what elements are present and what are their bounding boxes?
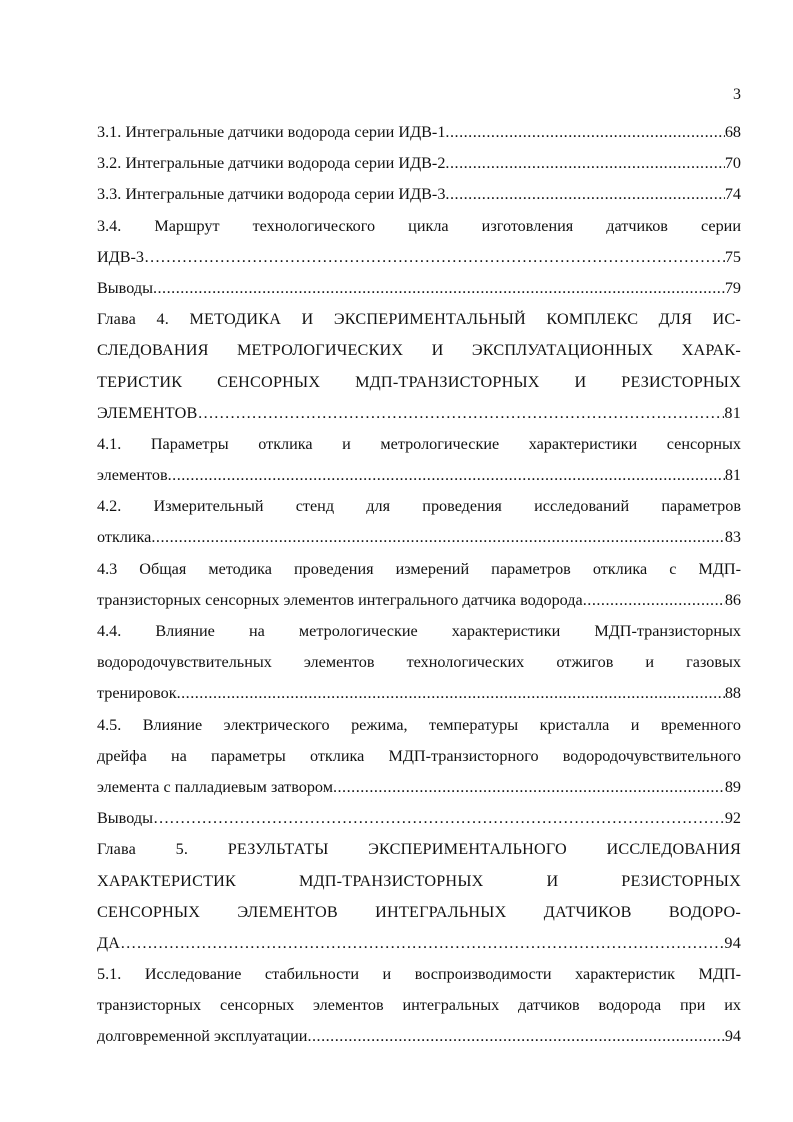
- dot-leader: [445, 179, 724, 210]
- toc-entry-conclusions-3: [97, 273, 741, 304]
- toc-entry-title: долговременной эксплуатации: [97, 1027, 308, 1046]
- toc-chapter-5-last: [97, 928, 741, 959]
- dot-leader: [153, 273, 725, 304]
- toc-entry-4-4-line1: 4.4. Влияние на метрологические характеристики МДП-транзисторных: [97, 622, 741, 640]
- toc-chapter-4-last: [97, 398, 741, 429]
- toc-chapter-4-line1: Глава 4. МЕТОДИКА И ЭКСПЕРИМЕНТАЛЬНЫЙ КОМПЛЕКС ДЛЯ ИС-: [97, 310, 741, 329]
- toc-entry-title: ЭЛЕМЕНТОВ: [97, 403, 198, 422]
- toc-entry-4-1-last: [97, 460, 741, 491]
- toc-entry-4-4-line2: водородочувствительных элементов технологических отжигов и газовых: [97, 653, 741, 672]
- toc-entry-title: транзисторных сенсорных элементов интегрального датчика водорода: [97, 590, 583, 609]
- toc-entry-title: 3.1. Интегральные датчики водорода серии ИДВ-1: [97, 123, 446, 141]
- toc-entry-title: ИДВ-3: [97, 247, 145, 266]
- dot-leader: [144, 242, 725, 273]
- dot-leader: [333, 772, 725, 803]
- toc-entry-4-2-last: [97, 522, 741, 553]
- toc-entry-4-5-line1: 4.5. Влияние электрического режима, температуры кристалла и временного: [97, 715, 741, 734]
- toc-entry-conclusions-4: [97, 803, 741, 834]
- dot-leader: [151, 522, 724, 553]
- toc-entry-4-5-last: [97, 772, 741, 803]
- toc-entry-title: отклика: [97, 528, 152, 547]
- toc-entry-3-4-last: [97, 242, 741, 273]
- toc-entry-title: 3.3. Интегральные датчики водорода серии ИДВ-3: [97, 185, 446, 204]
- dot-leader: [120, 928, 724, 959]
- dot-leader: [168, 460, 725, 491]
- toc-entry-title: элементов: [97, 466, 168, 485]
- toc-chapter-4-line3: ТЕРИСТИК СЕНСОРНЫХ МДП-ТРАНЗИСТОРНЫХ И РЕЗИСТОРНЫХ: [97, 372, 741, 391]
- toc-entry-4-5-line2: дрейфа на параметры отклика МДП-транзисторного водородочувствительного: [97, 746, 741, 765]
- toc-page-number: 86: [724, 590, 741, 609]
- toc-entry-4-4-last: [97, 678, 741, 709]
- dot-leader: [445, 117, 724, 148]
- toc-chapter-5-line2: ХАРАКТЕРИСТИК МДП-ТРАНЗИСТОРНЫХ И РЕЗИСТОРНЫХ: [97, 871, 741, 890]
- toc-entry-5-1-line1: 5.1. Исследование стабильности и воспроизводимости характеристик МДП-: [97, 965, 741, 984]
- toc-entry-3-3: [97, 179, 741, 210]
- toc-page-number: 92: [724, 809, 741, 828]
- toc-entry-title: Выводы: [97, 278, 153, 297]
- toc-entry-4-3-line1: 4.3 Общая методика проведения измерений параметров отклика с МДП-: [97, 559, 741, 578]
- dot-leader: [445, 148, 724, 179]
- toc-page-number: 74: [724, 185, 741, 204]
- toc-chapter-5-line1: Глава 5. РЕЗУЛЬТАТЫ ЭКСПЕРИМЕНТАЛЬНОГО ИССЛЕДОВАНИЯ: [97, 840, 741, 859]
- dot-leader: [307, 1021, 724, 1052]
- page-number: 3: [733, 86, 741, 103]
- toc-page-number: 88: [724, 684, 741, 703]
- toc-page-number: 68: [724, 123, 741, 141]
- toc-entry-3-4-line1: 3.4. Маршрут технологического цикла изготовления датчиков серии: [97, 216, 741, 235]
- toc-entry-title: Выводы: [97, 809, 153, 828]
- dot-leader: [583, 585, 725, 616]
- toc-entry-4-1-line1: 4.1. Параметры отклика и метрологические характеристики сенсорных: [97, 434, 741, 453]
- toc-chapter-5-line3: СЕНСОРНЫХ ЭЛЕМЕНТОВ ИНТЕГРАЛЬНЫХ ДАТЧИКОВ ВОДОРО-: [97, 902, 741, 921]
- toc-page-number: 94: [724, 1027, 741, 1046]
- toc-entry-title: элемента с палладиевым затвором: [97, 777, 333, 796]
- toc-page-number: 81: [724, 403, 741, 422]
- dot-leader: [153, 803, 725, 834]
- toc-page-number: 81: [724, 466, 741, 485]
- toc-page-number: 83: [724, 528, 741, 547]
- dot-leader: [197, 398, 724, 429]
- toc-page-number: 75: [724, 247, 741, 266]
- toc-page-number: 89: [724, 777, 741, 796]
- toc-entry-title: тренировок: [97, 684, 177, 703]
- toc-entry-title: ДА: [97, 933, 121, 952]
- toc-entry-4-2-line1: 4.2. Измерительный стенд для проведения исследований параметров: [97, 497, 741, 516]
- dot-leader: [177, 678, 725, 709]
- toc-chapter-4-line2: СЛЕДОВАНИЯ МЕТРОЛОГИЧЕСКИХ И ЭКСПЛУАТАЦИОННЫХ ХАРАК-: [97, 341, 741, 360]
- toc-entry-3-1: [97, 117, 741, 148]
- toc-entry-5-1-line2: транзисторных сенсорных элементов интегральных датчиков водорода при их: [97, 996, 741, 1015]
- table-of-contents: [97, 117, 741, 1053]
- toc-page-number: 70: [724, 154, 741, 173]
- toc-entry-title: 3.2. Интегральные датчики водорода серии ИДВ-2: [97, 154, 446, 173]
- toc-page-number: 94: [724, 933, 741, 952]
- toc-entry-4-3-last: [97, 585, 741, 616]
- toc-entry-3-2: [97, 148, 741, 179]
- toc-entry-5-1-last: [97, 1021, 741, 1052]
- toc-page-number: 79: [724, 278, 741, 297]
